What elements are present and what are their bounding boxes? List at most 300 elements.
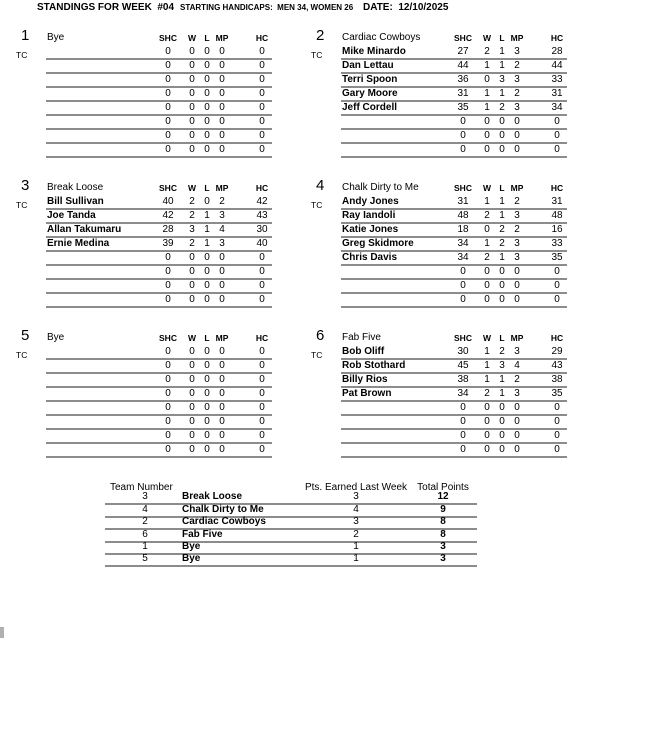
column-header-l: L — [499, 183, 505, 193]
stat-losses: 1 — [204, 210, 210, 221]
player-name: Katie Jones — [342, 224, 399, 235]
stat-hc: 0 — [259, 444, 265, 455]
stat-hc: 43 — [551, 360, 563, 371]
column-header-shc: SHC — [454, 33, 472, 43]
player-row — [16, 266, 272, 280]
team-header — [16, 178, 272, 196]
player-rows — [311, 196, 567, 308]
stat-shc: 0 — [165, 116, 171, 127]
stat-shc: 0 — [460, 266, 466, 277]
stat-shc: 0 — [165, 430, 171, 441]
stat-shc: 0 — [165, 360, 171, 371]
stat-wins: 0 — [484, 444, 490, 455]
stat-losses: 0 — [499, 444, 505, 455]
team-captain-label: TC — [311, 50, 323, 60]
stat-shc: 0 — [165, 46, 171, 57]
player-row — [311, 74, 567, 88]
stat-match-points: 0 — [514, 294, 520, 305]
summary-pts-earned: 3 — [353, 516, 359, 528]
stat-wins: 0 — [189, 416, 195, 427]
stat-losses: 0 — [204, 144, 210, 155]
stat-shc: 39 — [162, 238, 174, 249]
column-header-l: L — [499, 333, 505, 343]
stat-shc: 36 — [457, 74, 469, 85]
stat-match-points: 0 — [219, 430, 225, 441]
player-name: Ray Iandoli — [342, 210, 396, 221]
stat-match-points: 0 — [219, 46, 225, 57]
stat-shc: 35 — [457, 102, 469, 113]
player-row — [311, 46, 567, 60]
stat-losses: 0 — [204, 252, 210, 263]
player-name: Terri Spoon — [342, 74, 398, 85]
column-header-l: L — [204, 333, 210, 343]
stat-match-points: 2 — [514, 224, 520, 235]
stat-losses: 2 — [499, 102, 505, 113]
stat-match-points: 0 — [219, 88, 225, 99]
player-row — [311, 238, 567, 252]
stat-wins: 0 — [189, 60, 195, 71]
player-row — [16, 430, 272, 444]
player-row — [16, 280, 272, 294]
team-captain-label: TC — [311, 350, 323, 360]
stat-losses: 1 — [499, 88, 505, 99]
stat-match-points: 0 — [219, 280, 225, 291]
stat-match-points: 4 — [219, 224, 225, 235]
stat-wins: 0 — [484, 116, 490, 127]
team-number: 3 — [21, 177, 30, 194]
stat-match-points: 3 — [219, 238, 225, 249]
team-header — [16, 28, 272, 46]
team-block — [311, 178, 567, 310]
stat-hc: 0 — [554, 130, 560, 141]
stat-shc: 0 — [165, 252, 171, 263]
stat-match-points: 3 — [514, 210, 520, 221]
stat-hc: 31 — [551, 88, 563, 99]
stat-hc: 42 — [256, 196, 268, 207]
stat-losses: 0 — [204, 74, 210, 85]
player-row — [311, 388, 567, 402]
summary-team-name: Fab Five — [182, 528, 223, 540]
stat-shc: 44 — [457, 60, 469, 71]
player-row — [16, 130, 272, 144]
stat-hc: 35 — [551, 388, 563, 399]
stat-wins: 1 — [484, 374, 490, 385]
stat-wins: 1 — [484, 60, 490, 71]
stat-hc: 0 — [259, 294, 265, 305]
stat-shc: 0 — [460, 430, 466, 441]
stat-hc: 33 — [551, 238, 563, 249]
stat-wins: 1 — [484, 346, 490, 357]
stat-losses: 0 — [204, 374, 210, 385]
player-row — [16, 388, 272, 402]
stat-losses: 0 — [204, 130, 210, 141]
stat-losses: 3 — [499, 360, 505, 371]
team-captain-label: TC — [16, 50, 28, 60]
stat-shc: 0 — [460, 444, 466, 455]
column-header-hc: HC — [255, 333, 269, 343]
summary-pts-earned: 4 — [353, 503, 359, 515]
summary-team-number: 4 — [142, 503, 148, 515]
player-row — [311, 116, 567, 130]
player-row — [311, 430, 567, 444]
player-row — [311, 416, 567, 430]
summary-team-number: 6 — [142, 528, 148, 540]
stat-hc: 28 — [551, 46, 563, 57]
stat-wins: 0 — [189, 430, 195, 441]
stat-shc: 38 — [457, 374, 469, 385]
stat-match-points: 3 — [514, 74, 520, 85]
column-header-mp: MP — [215, 183, 229, 193]
stat-hc: 0 — [259, 102, 265, 113]
summary-team-name: Chalk Dirty to Me — [182, 503, 264, 515]
stat-losses: 0 — [499, 130, 505, 141]
column-header-shc: SHC — [159, 183, 177, 193]
summary-pts-earned: 1 — [353, 540, 359, 552]
player-name: Rob Stothard — [342, 360, 406, 371]
stat-losses: 2 — [499, 238, 505, 249]
summary-team-name: Bye — [182, 553, 201, 565]
stat-losses: 0 — [499, 266, 505, 277]
stat-losses: 1 — [204, 238, 210, 249]
stat-shc: 0 — [460, 416, 466, 427]
stat-shc: 31 — [457, 88, 469, 99]
stat-hc: 38 — [551, 374, 563, 385]
player-rows — [311, 346, 567, 458]
stat-shc: 34 — [457, 238, 469, 249]
stat-losses: 0 — [204, 46, 210, 57]
stat-wins: 0 — [189, 88, 195, 99]
player-name: Dan Lettau — [342, 60, 394, 71]
player-row — [16, 144, 272, 158]
stat-hc: 40 — [256, 238, 268, 249]
stat-hc: 0 — [259, 374, 265, 385]
stat-shc: 0 — [165, 346, 171, 357]
player-row — [16, 416, 272, 430]
stat-wins: 0 — [189, 294, 195, 305]
stat-shc: 34 — [457, 252, 469, 263]
stat-match-points: 0 — [219, 144, 225, 155]
summary-pts-earned: 2 — [353, 528, 359, 540]
stat-losses: 0 — [204, 116, 210, 127]
summary-header-team-number: Team Number — [110, 482, 173, 493]
stat-wins: 2 — [189, 238, 195, 249]
column-header-shc: SHC — [159, 333, 177, 343]
stat-match-points: 0 — [219, 294, 225, 305]
stat-match-points: 3 — [514, 46, 520, 57]
stat-wins: 0 — [189, 402, 195, 413]
stat-shc: 42 — [162, 210, 174, 221]
stat-match-points: 0 — [219, 252, 225, 263]
stat-shc: 31 — [457, 196, 469, 207]
stat-losses: 1 — [499, 374, 505, 385]
starting-handicaps-note: STARTING HANDICAPS: MEN 34, WOMEN 26 — [180, 3, 354, 12]
stat-match-points: 0 — [219, 444, 225, 455]
stat-match-points: 0 — [219, 388, 225, 399]
stat-match-points: 4 — [514, 360, 520, 371]
stat-shc: 0 — [165, 444, 171, 455]
player-row — [311, 374, 567, 388]
stat-losses: 0 — [204, 196, 210, 207]
stat-losses: 1 — [499, 60, 505, 71]
column-header-w: W — [482, 333, 492, 343]
player-rows — [311, 46, 567, 158]
stat-shc: 45 — [457, 360, 469, 371]
stat-hc: 0 — [259, 144, 265, 155]
stat-hc: 16 — [551, 224, 563, 235]
player-name: Jeff Cordell — [342, 102, 398, 113]
stat-losses: 0 — [204, 388, 210, 399]
summary-table — [105, 482, 477, 567]
team-block — [16, 28, 272, 160]
summary-row — [105, 493, 477, 505]
summary-pts-earned: 3 — [353, 491, 359, 503]
stat-match-points: 0 — [219, 360, 225, 371]
stat-wins: 2 — [484, 388, 490, 399]
stat-wins: 2 — [484, 46, 490, 57]
stat-shc: 0 — [460, 294, 466, 305]
stat-shc: 0 — [460, 116, 466, 127]
player-row — [311, 130, 567, 144]
team-name: Bye — [47, 332, 65, 343]
stat-losses: 0 — [499, 144, 505, 155]
player-name: Mike Minardo — [342, 46, 406, 57]
player-row — [311, 144, 567, 158]
stat-shc: 0 — [460, 144, 466, 155]
stat-wins: 0 — [189, 444, 195, 455]
summary-total-points: 3 — [440, 540, 446, 552]
stat-losses: 1 — [499, 46, 505, 57]
player-row — [16, 374, 272, 388]
stat-match-points: 0 — [219, 416, 225, 427]
player-row — [16, 360, 272, 374]
stat-shc: 0 — [165, 388, 171, 399]
stat-hc: 48 — [551, 210, 563, 221]
stat-shc: 0 — [165, 402, 171, 413]
stat-wins: 0 — [484, 144, 490, 155]
player-row — [16, 60, 272, 74]
player-row — [311, 280, 567, 294]
column-header-w: W — [187, 183, 197, 193]
summary-team-name: Break Loose — [182, 491, 243, 503]
stat-hc: 33 — [551, 74, 563, 85]
stat-wins: 0 — [189, 360, 195, 371]
player-row — [311, 360, 567, 374]
column-header-w: W — [482, 33, 492, 43]
stat-losses: 0 — [204, 346, 210, 357]
player-row — [16, 210, 272, 224]
stat-shc: 0 — [165, 374, 171, 385]
stat-shc: 0 — [165, 74, 171, 85]
stat-losses: 1 — [204, 224, 210, 235]
player-row — [16, 116, 272, 130]
summary-team-number: 5 — [142, 553, 148, 565]
player-row — [16, 294, 272, 308]
stat-match-points: 2 — [514, 196, 520, 207]
stat-shc: 0 — [165, 294, 171, 305]
stat-losses: 0 — [499, 294, 505, 305]
player-name: Chris Davis — [342, 252, 398, 263]
team-name: Fab Five — [342, 332, 381, 343]
stat-hc: 0 — [259, 116, 265, 127]
stat-wins: 0 — [189, 374, 195, 385]
stat-losses: 0 — [204, 430, 210, 441]
player-row — [16, 74, 272, 88]
player-row — [16, 102, 272, 116]
stat-wins: 0 — [484, 416, 490, 427]
summary-header-pts-earned: Pts. Earned Last Week — [304, 482, 408, 493]
player-row — [311, 346, 567, 360]
summary-team-name: Bye — [182, 540, 201, 552]
stat-shc: 18 — [457, 224, 469, 235]
player-row — [311, 252, 567, 266]
stat-match-points: 3 — [219, 210, 225, 221]
stat-hc: 0 — [259, 252, 265, 263]
summary-team-number: 1 — [142, 540, 148, 552]
stat-shc: 48 — [457, 210, 469, 221]
stat-losses: 0 — [204, 360, 210, 371]
player-row — [311, 294, 567, 308]
column-header-hc: HC — [255, 33, 269, 43]
stat-wins: 3 — [189, 224, 195, 235]
stat-wins: 0 — [189, 130, 195, 141]
team-header — [311, 178, 567, 196]
date-label: DATE: 12/10/2025 — [363, 2, 449, 13]
stat-shc: 0 — [165, 102, 171, 113]
team-header — [311, 28, 567, 46]
player-row — [311, 196, 567, 210]
stat-match-points: 0 — [219, 130, 225, 141]
player-row — [311, 402, 567, 416]
stat-hc: 0 — [554, 402, 560, 413]
stat-match-points: 0 — [514, 266, 520, 277]
summary-total-points: 8 — [440, 516, 446, 528]
player-row — [311, 210, 567, 224]
summary-row — [105, 518, 477, 530]
column-header-shc: SHC — [159, 33, 177, 43]
stat-match-points: 0 — [219, 116, 225, 127]
stat-wins: 0 — [484, 266, 490, 277]
stat-match-points: 0 — [514, 144, 520, 155]
stat-hc: 0 — [259, 402, 265, 413]
player-row — [311, 224, 567, 238]
column-header-mp: MP — [215, 33, 229, 43]
stat-wins: 0 — [484, 430, 490, 441]
stat-wins: 0 — [484, 280, 490, 291]
player-row — [311, 60, 567, 74]
team-number: 5 — [21, 327, 30, 344]
player-name: Gary Moore — [342, 88, 398, 99]
team-number: 1 — [21, 27, 30, 44]
player-row — [16, 444, 272, 458]
stat-hc: 0 — [554, 294, 560, 305]
stat-losses: 0 — [499, 402, 505, 413]
team-name: Cardiac Cowboys — [342, 32, 421, 43]
column-header-shc: SHC — [454, 333, 472, 343]
scan-artifact — [0, 627, 4, 638]
stat-wins: 0 — [189, 46, 195, 57]
stat-hc: 0 — [259, 280, 265, 291]
stat-losses: 2 — [499, 346, 505, 357]
column-header-w: W — [187, 333, 197, 343]
stat-shc: 28 — [162, 224, 174, 235]
player-row — [16, 346, 272, 360]
summary-total-points: 12 — [437, 491, 449, 503]
player-row — [311, 88, 567, 102]
stat-wins: 1 — [484, 360, 490, 371]
stat-losses: 3 — [499, 74, 505, 85]
stat-match-points: 0 — [219, 374, 225, 385]
stat-wins: 0 — [484, 402, 490, 413]
stat-losses: 0 — [204, 402, 210, 413]
team-captain-label: TC — [16, 350, 28, 360]
stat-hc: 0 — [259, 430, 265, 441]
stat-wins: 0 — [484, 294, 490, 305]
player-row — [16, 196, 272, 210]
team-name: Chalk Dirty to Me — [342, 182, 419, 193]
summary-team-number: 2 — [142, 516, 148, 528]
column-header-mp: MP — [215, 333, 229, 343]
team-name: Bye — [47, 32, 65, 43]
stat-wins: 0 — [189, 116, 195, 127]
stat-hc: 0 — [259, 60, 265, 71]
stat-wins: 0 — [484, 130, 490, 141]
stat-losses: 0 — [499, 430, 505, 441]
column-header-hc: HC — [255, 183, 269, 193]
stat-hc: 0 — [259, 88, 265, 99]
stat-hc: 43 — [256, 210, 268, 221]
player-row — [16, 88, 272, 102]
column-header-l: L — [499, 33, 505, 43]
player-name: Bill Sullivan — [47, 196, 104, 207]
stat-wins: 0 — [484, 74, 490, 85]
summary-header-row — [105, 482, 477, 493]
stat-shc: 34 — [457, 388, 469, 399]
stat-hc: 34 — [551, 102, 563, 113]
stat-hc: 0 — [259, 388, 265, 399]
team-number: 2 — [316, 27, 325, 44]
stat-hc: 0 — [259, 266, 265, 277]
stat-losses: 0 — [204, 88, 210, 99]
column-header-l: L — [204, 33, 210, 43]
stat-hc: 0 — [259, 74, 265, 85]
stat-shc: 0 — [460, 280, 466, 291]
stat-losses: 1 — [499, 210, 505, 221]
stat-hc: 0 — [554, 280, 560, 291]
stat-hc: 35 — [551, 252, 563, 263]
stat-hc: 44 — [551, 60, 563, 71]
stat-wins: 1 — [484, 88, 490, 99]
team-name: Break Loose — [47, 182, 104, 193]
stat-hc: 0 — [259, 416, 265, 427]
team-captain-label: TC — [311, 200, 323, 210]
stat-match-points: 0 — [514, 430, 520, 441]
player-row — [16, 252, 272, 266]
stat-match-points: 0 — [514, 402, 520, 413]
stat-wins: 0 — [189, 74, 195, 85]
stat-hc: 31 — [551, 196, 563, 207]
stat-hc: 29 — [551, 346, 563, 357]
stat-shc: 0 — [165, 280, 171, 291]
stat-match-points: 3 — [514, 252, 520, 263]
stat-wins: 1 — [484, 238, 490, 249]
stat-match-points: 0 — [219, 266, 225, 277]
column-header-hc: HC — [550, 333, 564, 343]
summary-total-points: 3 — [440, 553, 446, 565]
stat-shc: 40 — [162, 196, 174, 207]
stat-wins: 0 — [189, 388, 195, 399]
stat-wins: 2 — [189, 210, 195, 221]
player-name: Joe Tanda — [47, 210, 96, 221]
